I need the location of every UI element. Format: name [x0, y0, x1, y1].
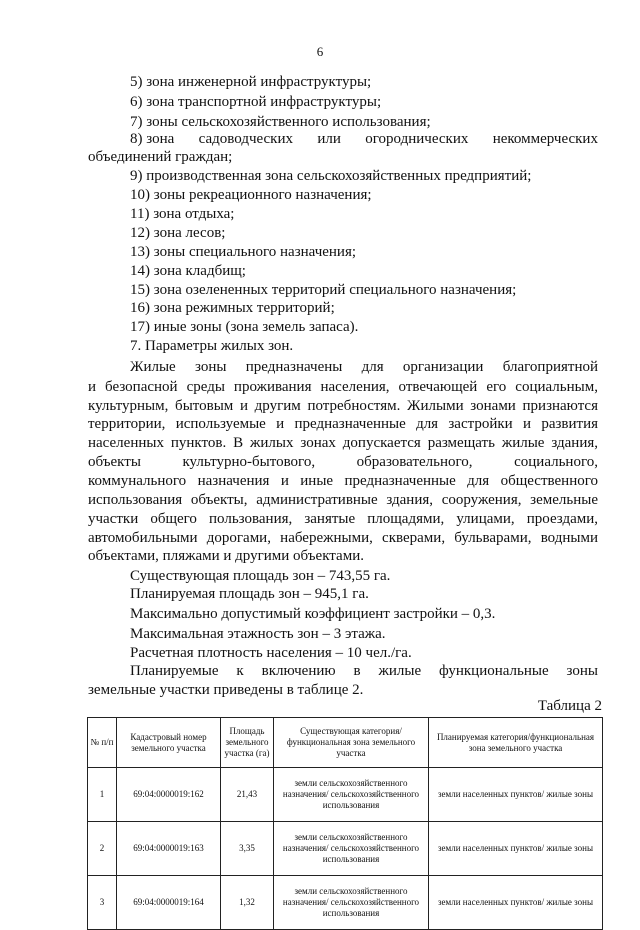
- list-item: 17) иные зоны (зона земель запаса).: [130, 319, 359, 335]
- paragraph-line: объектами, пляжами и другими объектами.: [88, 548, 364, 564]
- table-cell: земли сельскохозяйственного назначения/ сельскохозяйственного использования: [274, 876, 429, 930]
- table-cell: земли населенных пунктов/ жилые зоны: [429, 822, 603, 876]
- list-item: 14) зона кладбищ;: [130, 263, 246, 279]
- word: некоммерческих: [492, 131, 598, 147]
- paragraph-line: Планируемые к включению в жилые функциональные зоны: [130, 663, 598, 679]
- word: садоводческих: [198, 131, 293, 147]
- table-cell: 1,32: [221, 876, 274, 930]
- list-item-continuation: объединений граждан;: [88, 149, 233, 165]
- list-item: 12) зона лесов;: [130, 225, 226, 241]
- paragraph-line: культурным, бытовым и другим потребностям. Жилыми зонами признаются: [88, 398, 598, 414]
- paragraph-line: участки общего пользования, занятые площадями, улицами, проездами,: [88, 511, 598, 527]
- word: или: [317, 131, 341, 147]
- word: 8) зона: [130, 131, 175, 147]
- table-cell: земли населенных пунктов/ жилые зоны: [429, 876, 603, 930]
- land-plots-table: [87, 717, 603, 930]
- list-item: 6) зона транспортной инфраструктуры;: [130, 94, 382, 110]
- table-header-row: [88, 718, 603, 768]
- paragraph-line: земельные участки приведены в таблице 2.: [88, 682, 364, 698]
- list-item: 15) зона озелененных территорий специального назначения;: [130, 282, 517, 298]
- list-item-8: [130, 129, 598, 149]
- paragraph-line: Жилые зоны предназначены для организации благоприятной: [130, 359, 598, 375]
- table-cell: земли сельскохозяйственного назначения/ сельскохозяйственного использования: [274, 822, 429, 876]
- parameter-line: Существующая площадь зон – 743,55 га.: [130, 568, 391, 584]
- table-cell: земли сельскохозяйственного назначения/ сельскохозяйственного использования: [274, 768, 429, 822]
- column-header: Существующая категория/функциональная зона земельного участка: [274, 718, 429, 768]
- list-item: 13) зоны специального назначения;: [130, 244, 357, 260]
- word: огороднических: [365, 131, 469, 147]
- table-row: [88, 876, 603, 930]
- table-caption: Таблица 2: [537, 698, 602, 714]
- parameter-line: Расчетная плотность населения – 10 чел./га.: [130, 645, 412, 661]
- list-item: 7) зоны сельскохозяйственного использования;: [130, 114, 431, 130]
- list-item: 9) производственная зона сельскохозяйственных предприятий;: [130, 168, 532, 184]
- paragraph-line: территории, используемые и предназначенные для застройки и развития: [88, 416, 598, 432]
- list-item: 16) зона режимных территорий;: [130, 300, 335, 316]
- table-cell: 69:04:0000019:162: [117, 768, 221, 822]
- table-cell: 3,35: [221, 822, 274, 876]
- parameter-line: Максимально допустимый коэффициент застройки – 0,3.: [130, 606, 496, 622]
- paragraph-line: объекты культурно-бытового, образовательного, социального,: [88, 454, 598, 470]
- column-header: Площадь земельного участка (га): [221, 718, 274, 768]
- list-item: 10) зоны рекреационного назначения;: [130, 187, 372, 203]
- column-header: Кадастровый номер земельного участка: [117, 718, 221, 768]
- table-cell: 69:04:0000019:163: [117, 822, 221, 876]
- paragraph-line: использования объекты, административные здания, сооружения, земельные: [88, 492, 598, 508]
- list-item: 5) зона инженерной инфраструктуры;: [130, 74, 372, 90]
- table-cell: 1: [88, 768, 117, 822]
- table-row: [88, 822, 603, 876]
- parameter-line: Максимальная этажность зон – 3 этажа.: [130, 626, 386, 642]
- list-item: 11) зона отдыха;: [130, 206, 235, 222]
- table-cell: земли населенных пунктов/ жилые зоны: [429, 768, 603, 822]
- table-cell: 21,43: [221, 768, 274, 822]
- column-header: № п/п: [88, 718, 117, 768]
- paragraph-line: населенных пунктов. В жилых зонах допускается размещать жилые здания,: [88, 435, 598, 451]
- section-heading: 7. Параметры жилых зон.: [130, 338, 294, 354]
- paragraph-line: коммунального назначения и иные предназначенные для общественного: [88, 473, 598, 489]
- paragraph-line: автомобильными дорогами, набережными, скверами, бульварами, водными: [88, 530, 598, 546]
- parameter-line: Планируемая площадь зон – 945,1 га.: [130, 586, 369, 602]
- table-cell: 69:04:0000019:164: [117, 876, 221, 930]
- table-cell: 2: [88, 822, 117, 876]
- column-header: Планируемая категория/функциональная зона земельного участка: [429, 718, 603, 768]
- paragraph-line: и безопасной среды проживания населения, отвечающей его социальным,: [88, 379, 598, 395]
- table-row: [88, 768, 603, 822]
- page-number: 6: [316, 44, 324, 59]
- table-cell: 3: [88, 876, 117, 930]
